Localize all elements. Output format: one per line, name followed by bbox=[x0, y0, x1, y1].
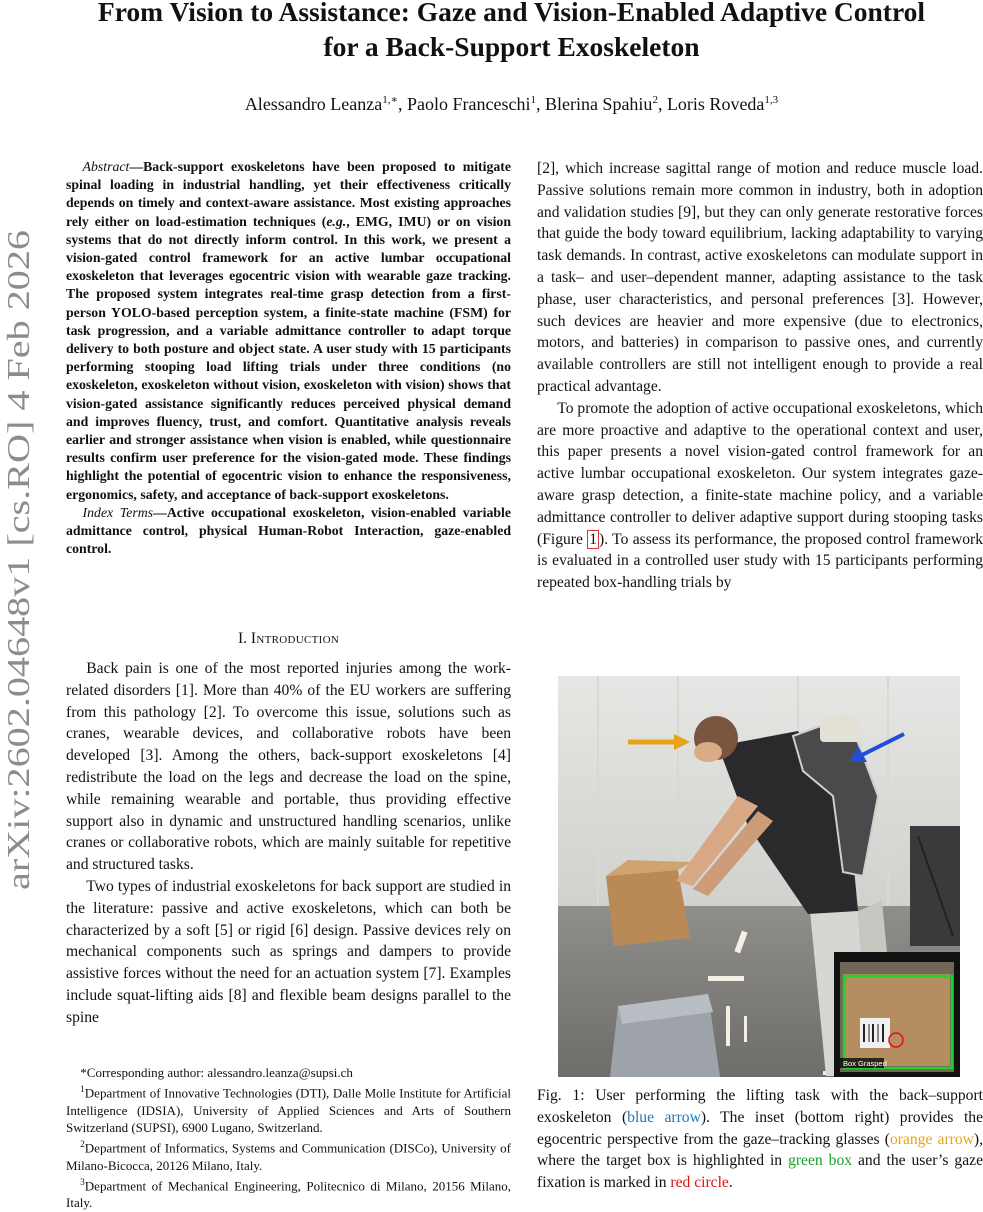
author-list bbox=[40, 93, 983, 115]
author-affiliation: 1,3 bbox=[764, 94, 779, 106]
author-name: Alessandro Leanza bbox=[244, 94, 383, 114]
figure-1-photo bbox=[558, 676, 960, 1077]
section-number: I. bbox=[237, 630, 247, 647]
caption-part: and the user’s gaze fixation is marked in bbox=[537, 1152, 983, 1192]
caption-part: ). The inset (bottom right) provides the egocentric perspective from the gaze–tracking glasses ( bbox=[537, 1108, 983, 1148]
index-terms-text: Active occupational exoskeleton, vision-enabled variable admittance control, physical Human-Robot Interaction, gaze-enabled control. bbox=[66, 504, 512, 557]
author-name: Blerina Spahiu bbox=[544, 94, 653, 114]
footnote bbox=[66, 1136, 511, 1174]
abstract-dash: — bbox=[129, 159, 144, 174]
inset-box bbox=[844, 974, 950, 1066]
author-affiliation: 2 bbox=[652, 94, 658, 106]
caption-red-circle: red circle bbox=[670, 1174, 729, 1192]
inset-egocentric-view bbox=[834, 952, 960, 1077]
figure-1-caption bbox=[537, 1085, 983, 1194]
author-name: Paolo Franceschi bbox=[406, 94, 531, 114]
caption-green-box: green box bbox=[788, 1152, 853, 1170]
paper-title bbox=[40, 0, 983, 64]
author-affiliation: 1,∗ bbox=[382, 94, 398, 106]
abstract bbox=[66, 158, 511, 558]
body-paragraph bbox=[537, 398, 983, 594]
footnote-text: Department of Informatics, Systems and Communication (DISCo), University of Milano-Bicocca, 20126 Milano, Italy. bbox=[66, 1140, 511, 1173]
footnote-text: Department of Innovative Technologies (DTI), Dalle Molle Institute for Artificial Intelligence (IDSIA), University of Applied Sciences and Arts of Southern Switzerland (SUPSI), 6900 Lugano, Switzerland. bbox=[66, 1085, 511, 1135]
title-line-2: for a Back-Support Exoskeleton bbox=[323, 31, 700, 62]
caption-text bbox=[537, 1085, 983, 1194]
footnote-mark: 3 bbox=[80, 1176, 85, 1187]
caption-part: . bbox=[728, 1174, 733, 1192]
inset-label: Box Grasped bbox=[843, 1059, 887, 1068]
intro-paragraph: Two types of industrial exoskeletons for back support are studied in the literature: passive and active exoskeletons, which can both be characterized by a soft [5] or rigid [6] design. Passive devices rely on mechanical components such as springs and dampers to provide assistive forces without the need for an actuation system [7]. Examples include squat-lifting aids [8] and flexible beam designs parallel to the spine bbox=[66, 877, 511, 1026]
index-terms-label: Index Terms bbox=[82, 504, 154, 520]
index-terms-dash: — bbox=[153, 504, 167, 520]
abstract-label: Abstract bbox=[82, 159, 130, 174]
body-paragraph: [2], which increase sagittal range of motion and reduce muscle load. Passive solutions remain more common in industry, both in adoption and validation studies [9], but they can only generate restorative forces that guide the body toward equilibrium, lacking adaptability to varying task demands. In contrast, active exoskeletons can modulate support in a task– and user–dependent manner, adapting assistance to the task phase, user characteristics, and personal preferences [3]. However, such devices are heavier and more expensive (due to electronics, motors, and batteries) in comparison to passive ones, and currently available controllers are still not intelligent enough to provide a real practical advantage. bbox=[537, 160, 983, 395]
footnote bbox=[66, 1081, 511, 1136]
right-column-body bbox=[537, 158, 983, 594]
footnote-mark: 2 bbox=[80, 1139, 85, 1150]
footnotes bbox=[66, 1064, 511, 1212]
abstract-text-2: , EMG, IMU) or on vision systems that do not directly inform control. In this work, we present a vision-gated control framework for an active lumbar occupational exoskeleton that leverages egocentric vision with wearable gaze tracking. The proposed system integrates real-time grasp detection from a first-person YOLO-based perception system, a finite-state machine (FSM) for task progression, and a variable admittance controller to adapt torque delivery to both posture and object state. A user study with 15 participants performing stooping load lifting trials under three conditions (no exoskeleton, exoskeleton without vision, exoskeleton with vision) shows that vision-gated assistance significantly reduces perceived physical demand and improves fluency, trust, and comfort. Quantitative analysis reveals earlier and stronger assistance when vision is enabled, while questionnaire results confirm user preference for the vision-gated mode. These findings highlight the potential of egocentric vision to enhance the responsiveness, ergonomics, safety, and acceptance of back-support exoskeletons. bbox=[66, 213, 512, 502]
section-heading bbox=[66, 630, 511, 648]
photo-illustration bbox=[558, 676, 960, 1077]
section-title: Introduction bbox=[250, 630, 340, 647]
caption-orange-arrow: orange arrow bbox=[889, 1130, 974, 1148]
author-name: Loris Roveda bbox=[666, 94, 765, 114]
footnote-text: *Corresponding author: alessandro.leanza@supsi.ch bbox=[80, 1065, 353, 1080]
arxiv-id: arXiv:2602.04648v1 [cs.RO] 4 Feb 2026 bbox=[0, 363, 36, 890]
figure-reference-link[interactable]: 1 bbox=[589, 530, 598, 548]
caption-blue-arrow: blue arrow bbox=[627, 1108, 701, 1126]
author-affiliation: 1 bbox=[530, 94, 536, 106]
footnote bbox=[66, 1064, 511, 1081]
body-text: ). To assess its performance, the proposed control framework is evaluated in a controlled user study with 15 participants performing repeated box-handling trials by bbox=[537, 530, 983, 592]
caption-part: Fig. 1: User performing the lifting task with the back–support exoskeleton ( bbox=[537, 1087, 983, 1126]
intro-paragraph: Back pain is one of the most reported injuries among the work-related disorders [1]. More than 40% of the EU workers are suffering from this pathology [2]. To overcome this issue, solutions such as cranes, wearable devices, and collaborative robots have been developed [3]. Among the others, back-support exoskeletons [4] redistribute the load on the legs and decrease the load on the spine, while remaining wearable and portable, thus providing effective support also in dynamic and unstructured handling scenarios, unlike cranes or collaborative robots, which are mainly suitable for repetitive and structured tasks. bbox=[66, 660, 511, 874]
footnote bbox=[66, 1174, 511, 1212]
abstract-text-1: Back-support exoskeletons have been proposed to mitigate spinal loading in industrial handling, yet their effectiveness critically depends on timely and context-aware assistance. Most existing approaches rely either on load-estimation techniques ( bbox=[66, 159, 511, 229]
abstract-paragraph bbox=[66, 158, 511, 504]
author-separator: , bbox=[535, 94, 545, 114]
title-line-1: From Vision to Assistance: Gaze and Vision-Enabled Adaptive Control bbox=[97, 0, 926, 27]
abstract-eg: e.g. bbox=[326, 213, 347, 229]
footnote-mark: 1 bbox=[80, 1084, 85, 1095]
index-terms bbox=[66, 504, 511, 559]
caption-part: ), where the target box is highlighted in bbox=[537, 1130, 983, 1170]
arxiv-watermark bbox=[0, 230, 36, 890]
author-separator: , bbox=[657, 94, 667, 114]
author-separator: , bbox=[397, 94, 407, 114]
footnote-text: Department of Mechanical Engineering, Politecnico di Milano, 20156 Milano, Italy. bbox=[66, 1178, 511, 1211]
introduction-body bbox=[66, 658, 511, 1029]
body-text: To promote the adoption of active occupational exoskeletons, which are more proactive and adaptive to the operational context and user, this paper presents a novel vision-gated control framework for an active lumbar occupational exoskeleton. Our system integrates gaze-aware grasp detection, a finite-state machine policy, and a variable admittance controller to deliver adaptive support during stooping tasks (Figure bbox=[537, 399, 983, 548]
